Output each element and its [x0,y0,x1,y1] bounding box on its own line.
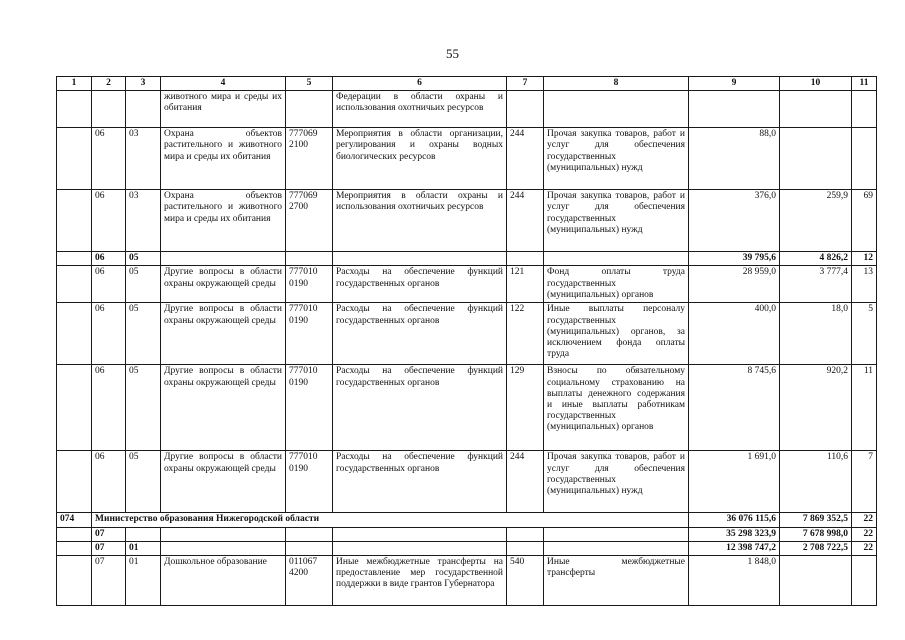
cell-admin-code [57,365,92,451]
cell-section: 06 [92,266,126,303]
cell-percent [852,556,877,606]
cell-expense-type: 540 [507,556,544,606]
table-row [57,451,877,513]
cell-actual-amount: 110,6 [780,451,852,513]
cell-percent [852,91,877,128]
cell-article-name: Федерации в области охраны и использования охотничьих ресурсов [333,91,507,128]
cell-article-name: Иные межбюджетные трансферты на предоставление мер государственной поддержки в виде грантов Губернатора [333,556,507,606]
cell-section-name: Дошкольное образование [161,556,286,606]
cell-percent: 22 [852,527,877,541]
cell-expense-name: Иные межбюджетные трансферты [544,556,689,606]
cell-section [92,91,126,128]
cell-section-name: Другие вопросы в области охраны окружающей среды [161,451,286,513]
cell-actual-amount: 920,2 [780,365,852,451]
cell-section-name: Другие вопросы в области охраны окружающей среды [161,303,286,365]
cell-actual-amount: 7 869 352,5 [780,513,852,527]
cell-expense-type: 244 [507,190,544,252]
table-row [57,91,877,128]
cell-admin-code [57,527,92,541]
cell-admin-code [57,541,92,555]
cell-target-article: 777069 2100 [286,128,333,190]
cell-section-name [161,527,286,541]
cell-section-name: животного мира и среды их обитания [161,91,286,128]
cell-section: 06 [92,128,126,190]
cell-actual-amount: 18,0 [780,303,852,365]
cell-admin-code [57,252,92,266]
cell-actual-amount [780,91,852,128]
cell-plan-amount: 1 691,0 [689,451,780,513]
cell-percent: 12 [852,252,877,266]
subtotal-row [57,252,877,266]
cell-subsection: 05 [126,252,161,266]
header-cell: 3 [126,77,161,91]
cell-admin-code: 074 [57,513,92,527]
header-cell: 2 [92,77,126,91]
cell-plan-amount: 1 848,0 [689,556,780,606]
cell-admin-code [57,303,92,365]
table-row [57,365,877,451]
header-cell: 11 [852,77,877,91]
header-cell: 4 [161,77,286,91]
cell-plan-amount: 36 076 115,6 [689,513,780,527]
cell-subsection: 01 [126,541,161,555]
cell-subsection [126,527,161,541]
cell-article-name [333,527,507,541]
cell-expense-type [507,541,544,555]
table-row [57,303,877,365]
cell-section-name: Другие вопросы в области охраны окружающей среды [161,266,286,303]
header-row [57,77,877,91]
cell-article-name: Расходы на обеспечение функций государственных органов [333,451,507,513]
cell-section-name [161,252,286,266]
cell-subsection: 03 [126,128,161,190]
cell-expense-type [507,527,544,541]
cell-expense-name [544,91,689,128]
cell-actual-amount: 3 777,4 [780,266,852,303]
cell-admin-code [57,91,92,128]
cell-percent: 69 [852,190,877,252]
cell-target-article: 777010 0190 [286,266,333,303]
cell-percent: 5 [852,303,877,365]
cell-target-article: 777010 0190 [286,451,333,513]
cell-plan-amount: 376,0 [689,190,780,252]
cell-target-article: 011067 4200 [286,556,333,606]
cell-section: 06 [92,303,126,365]
cell-article-name [333,252,507,266]
cell-section-name: Охрана объектов растительного и животного мира и среды их обитания [161,128,286,190]
ministry-row [57,513,877,527]
cell-percent [852,128,877,190]
cell-target-article [286,91,333,128]
cell-admin-code [57,451,92,513]
cell-plan-amount [689,91,780,128]
cell-section-name [161,541,286,555]
cell-target-article: 777010 0190 [286,365,333,451]
header-cell: 6 [333,77,507,91]
cell-article-name: Мероприятия в области организации, регулирования и охраны водных биологических ресурсов [333,128,507,190]
subtotal-row [57,527,877,541]
table-row [57,128,877,190]
ministry-name: Министерство образования Нижегородской области [92,513,689,527]
table-row [57,266,877,303]
cell-expense-name [544,527,689,541]
cell-article-name [333,541,507,555]
cell-percent: 22 [852,541,877,555]
cell-section: 06 [92,451,126,513]
header-cell: 9 [689,77,780,91]
cell-article-name: Расходы на обеспечение функций государственных органов [333,266,507,303]
cell-subsection: 05 [126,266,161,303]
header-cell: 1 [57,77,92,91]
cell-subsection [126,91,161,128]
cell-expense-type: 244 [507,128,544,190]
subtotal-row [57,541,877,555]
header-cell: 10 [780,77,852,91]
cell-expense-type: 122 [507,303,544,365]
cell-target-article [286,527,333,541]
cell-section: 06 [92,252,126,266]
cell-plan-amount: 28 959,0 [689,266,780,303]
cell-admin-code [57,266,92,303]
cell-actual-amount: 7 678 998,0 [780,527,852,541]
cell-expense-name: Фонд оплаты труда государственных (муниципальных) органов [544,266,689,303]
cell-expense-name: Прочая закупка товаров, работ и услуг для обеспечения государственных (муниципальных) нужд [544,190,689,252]
cell-plan-amount: 12 398 747,2 [689,541,780,555]
cell-subsection: 03 [126,190,161,252]
cell-target-article: 777069 2700 [286,190,333,252]
cell-subsection: 05 [126,365,161,451]
header-cell: 8 [544,77,689,91]
cell-subsection: 05 [126,303,161,365]
cell-section: 06 [92,365,126,451]
cell-expense-name: Прочая закупка товаров, работ и услуг для обеспечения государственных (муниципальных) нужд [544,451,689,513]
cell-plan-amount: 88,0 [689,128,780,190]
cell-plan-amount: 400,0 [689,303,780,365]
cell-expense-name [544,252,689,266]
cell-actual-amount [780,128,852,190]
cell-actual-amount: 4 826,2 [780,252,852,266]
cell-article-name: Расходы на обеспечение функций государственных органов [333,303,507,365]
cell-admin-code [57,128,92,190]
cell-admin-code [57,190,92,252]
table-row [57,190,877,252]
cell-expense-type [507,91,544,128]
cell-actual-amount: 259,9 [780,190,852,252]
cell-section: 07 [92,556,126,606]
cell-plan-amount: 35 298 323,9 [689,527,780,541]
cell-expense-type: 129 [507,365,544,451]
cell-section: 07 [92,527,126,541]
cell-plan-amount: 39 795,6 [689,252,780,266]
cell-admin-code [57,556,92,606]
cell-percent: 11 [852,365,877,451]
cell-expense-name: Иные выплаты персоналу государственных (муниципальных) органов, за исключением фонда оплаты труда [544,303,689,365]
cell-subsection: 05 [126,451,161,513]
cell-target-article [286,252,333,266]
cell-target-article [286,541,333,555]
cell-expense-name: Прочая закупка товаров, работ и услуг для обеспечения государственных (муниципальных) нужд [544,128,689,190]
cell-expense-type: 244 [507,451,544,513]
cell-actual-amount [780,556,852,606]
cell-expense-name: Взносы по обязательному социальному страхованию на выплаты денежного содержания и иные выплаты работникам государственных (муниципальных) органов [544,365,689,451]
cell-expense-name [544,541,689,555]
cell-percent: 7 [852,451,877,513]
cell-article-name: Мероприятия в области охраны и использования охотничьих ресурсов [333,190,507,252]
cell-expense-type: 121 [507,266,544,303]
cell-actual-amount: 2 708 722,5 [780,541,852,555]
cell-section: 07 [92,541,126,555]
cell-section: 06 [92,190,126,252]
cell-percent: 13 [852,266,877,303]
cell-section-name: Охрана объектов растительного и животного мира и среды их обитания [161,190,286,252]
cell-expense-type [507,252,544,266]
cell-percent: 22 [852,513,877,527]
table-row [57,556,877,606]
cell-section-name: Другие вопросы в области охраны окружающей среды [161,365,286,451]
cell-plan-amount: 8 745,6 [689,365,780,451]
header-cell: 7 [507,77,544,91]
header-cell: 5 [286,77,333,91]
cell-target-article: 777010 0190 [286,303,333,365]
page-number: 55 [446,46,459,61]
cell-article-name: Расходы на обеспечение функций государственных органов [333,365,507,451]
budget-table [56,76,877,606]
cell-subsection: 01 [126,556,161,606]
